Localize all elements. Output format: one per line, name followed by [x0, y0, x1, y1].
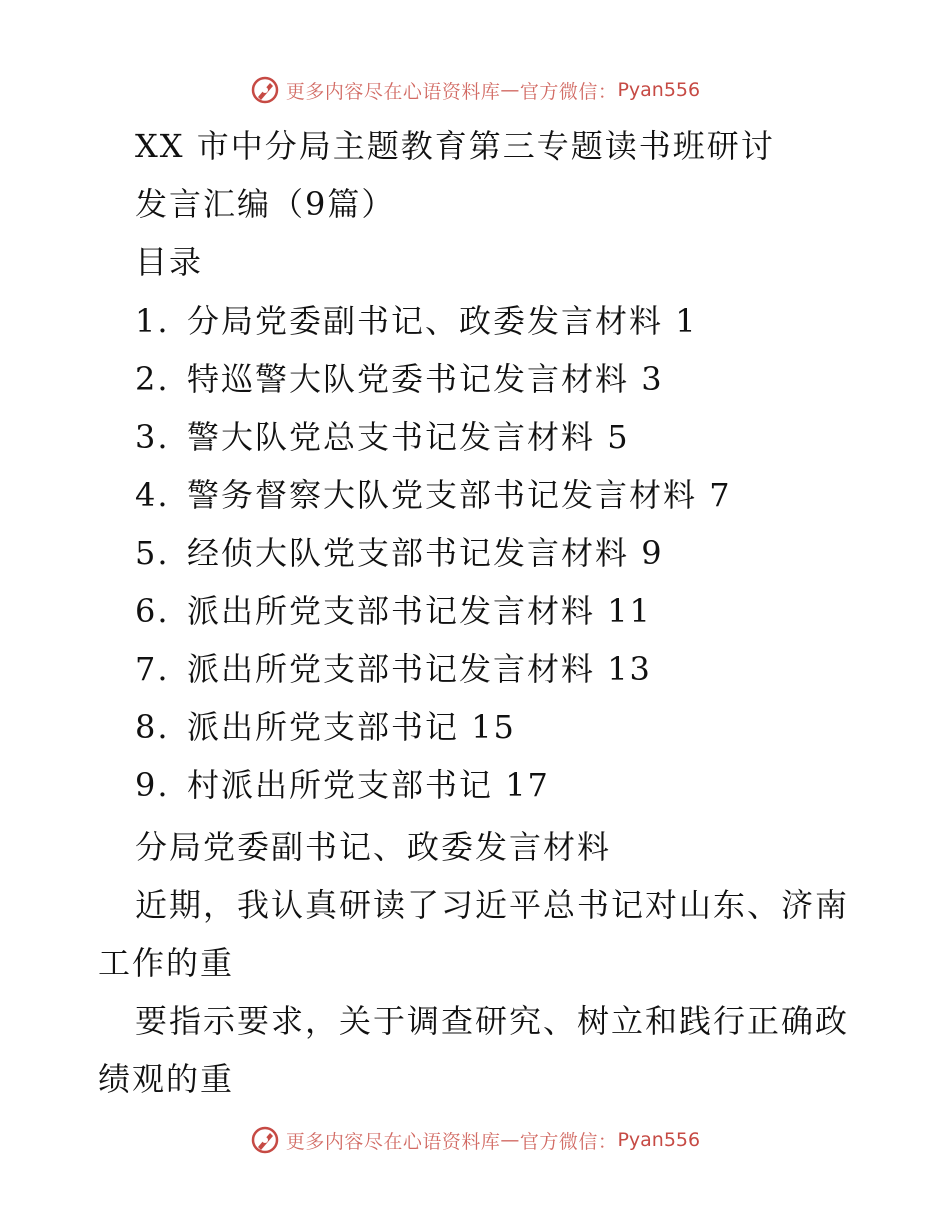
toc-entry: [135, 475, 732, 515]
watermark-contact-label: 官方微信：: [519, 1130, 618, 1153]
body-paragraph-line: 近期，我认真研读了习近平总书记对山东、济南: [135, 886, 850, 924]
toc-entry-page: 3: [641, 360, 664, 398]
toc-entry-page: 1: [675, 302, 698, 340]
watermark-dash: —: [500, 79, 520, 101]
section-heading: 分局党委副书记、政委发言材料: [135, 828, 612, 866]
header-watermark: [0, 72, 950, 108]
toc-entry: [135, 533, 664, 573]
toc-entry-title: 派出所党支部书记发言材料: [187, 592, 596, 630]
toc-entry-title: 派出所党支部书记: [187, 708, 460, 746]
footer-watermark: [0, 1122, 950, 1158]
body-paragraph-line: 要指示要求，关于调查研究、树立和践行正确政: [135, 1002, 850, 1040]
toc-entry-number: 2.: [135, 360, 170, 398]
toc-entry-number: 9.: [135, 766, 170, 804]
toc-entry-page: 11: [607, 592, 652, 630]
body-paragraph-line: 工作的重: [98, 944, 235, 982]
toc-entry-number: 3.: [135, 418, 170, 456]
toc-entry: [135, 301, 698, 341]
watermark-contact-label: 官方微信：: [519, 80, 618, 103]
toc-entry-title: 村派出所党支部书记: [187, 766, 494, 804]
watermark-contact-id: Pyan556: [617, 1129, 701, 1151]
toc-entry-number: 8.: [135, 708, 170, 746]
toc-entry-title: 警务督察大队党支部书记发言材料: [187, 476, 698, 514]
toc-entry-title: 特巡警大队党委书记发言材料: [187, 360, 630, 398]
toc-entry-page: 7: [709, 476, 732, 514]
pen-logo-icon: [250, 1125, 280, 1155]
toc-entry-page: 17: [505, 766, 550, 804]
toc-entry: [135, 417, 630, 457]
toc-entry-number: 6.: [135, 592, 170, 630]
watermark-contact-id: Pyan556: [617, 79, 701, 101]
toc-entry-number: 4.: [135, 476, 170, 514]
toc-entry-page: 5: [607, 418, 630, 456]
document-title-line-1: XX 市中分局主题教育第三专题读书班研讨: [135, 127, 775, 165]
toc-entry: [135, 591, 652, 631]
toc-entry-title: 派出所党支部书记发言材料: [187, 650, 596, 688]
watermark-dash: —: [500, 1129, 520, 1151]
toc-entry-number: 5.: [135, 534, 170, 572]
toc-entry-page: 15: [471, 708, 516, 746]
watermark-text: 更多内容尽在心语资料库: [285, 80, 501, 103]
pen-logo-icon: [250, 75, 280, 105]
toc-entry-title: 经侦大队党支部书记发言材料: [187, 534, 630, 572]
toc-entry-page: 9: [641, 534, 664, 572]
toc-entry: [135, 649, 652, 689]
toc-entry-number: 1.: [135, 302, 170, 340]
toc-entry-title: 警大队党总支书记发言材料: [187, 418, 596, 456]
document-title-line-2: 发言汇编（9篇）: [135, 185, 396, 223]
toc-entry-page: 13: [607, 650, 652, 688]
body-paragraph-line: 绩观的重: [98, 1060, 235, 1098]
toc-entry: [135, 707, 516, 747]
toc-entry-number: 7.: [135, 650, 170, 688]
toc-heading: 目录: [135, 243, 204, 281]
watermark-text: 更多内容尽在心语资料库: [285, 1130, 501, 1153]
toc-entry: [135, 359, 664, 399]
toc-entry: [135, 765, 550, 805]
toc-entry-title: 分局党委副书记、政委发言材料: [187, 302, 664, 340]
